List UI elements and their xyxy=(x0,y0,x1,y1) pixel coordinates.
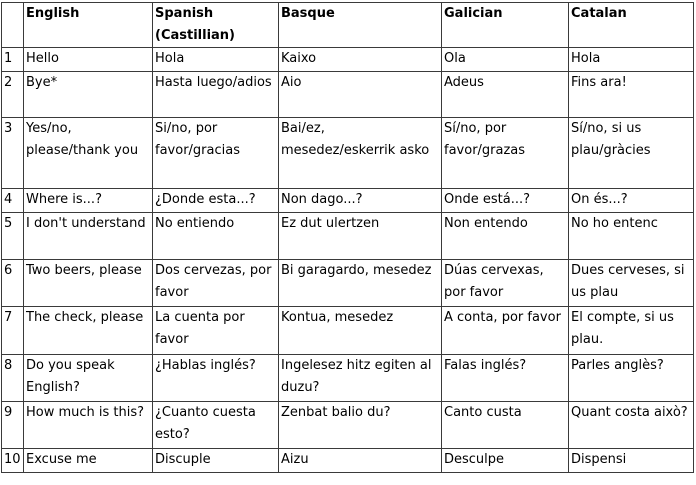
header-catalan: Catalan xyxy=(569,3,694,48)
cell-galician: Canto custa xyxy=(442,402,569,449)
header-number xyxy=(2,3,24,48)
row-number: 1 xyxy=(2,48,24,72)
cell-basque: Kontua, mesedez xyxy=(279,307,442,355)
cell-spanish: Hasta luego/adios xyxy=(153,72,279,118)
cell-english: How much is this? xyxy=(24,402,153,449)
cell-galician: Adeus xyxy=(442,72,569,118)
cell-english: Bye* xyxy=(24,72,153,118)
header-english: English xyxy=(24,3,153,48)
cell-basque: Aio xyxy=(279,72,442,118)
cell-basque: Zenbat balio du? xyxy=(279,402,442,449)
cell-basque: Aizu xyxy=(279,449,442,473)
row-number: 4 xyxy=(2,189,24,213)
cell-basque: Kaixo xyxy=(279,48,442,72)
row-number: 5 xyxy=(2,213,24,260)
cell-english: Where is...? xyxy=(24,189,153,213)
row-number: 8 xyxy=(2,355,24,402)
cell-catalan: Dues cerveses, si us plau xyxy=(569,260,694,307)
cell-english: Do you speak English? xyxy=(24,355,153,402)
cell-catalan: Dispensi xyxy=(569,449,694,473)
cell-spanish: ¿Hablas inglés? xyxy=(153,355,279,402)
cell-spanish: ¿Donde esta...? xyxy=(153,189,279,213)
cell-catalan: Parles anglès? xyxy=(569,355,694,402)
row-number: 7 xyxy=(2,307,24,355)
cell-galician: Dúas cervexas, por favor xyxy=(442,260,569,307)
cell-catalan: Quant costa això? xyxy=(569,402,694,449)
table-row xyxy=(2,307,694,355)
cell-basque: Bai/ez, mesedez/eskerrik asko xyxy=(279,118,442,189)
cell-basque: Bi garagardo, mesedez xyxy=(279,260,442,307)
cell-english: Yes/no, please/thank you xyxy=(24,118,153,189)
row-number: 9 xyxy=(2,402,24,449)
table-row xyxy=(2,72,694,118)
row-number: 10 xyxy=(2,449,24,473)
header-row xyxy=(2,3,694,48)
cell-spanish: ¿Cuanto cuesta esto? xyxy=(153,402,279,449)
cell-catalan: No ho entenc xyxy=(569,213,694,260)
table-row xyxy=(2,355,694,402)
phrase-table xyxy=(1,2,694,473)
cell-english: Excuse me xyxy=(24,449,153,473)
cell-galician: Ola xyxy=(442,48,569,72)
header-spanish: Spanish (Castillian) xyxy=(153,3,279,48)
cell-catalan: Hola xyxy=(569,48,694,72)
table-row xyxy=(2,213,694,260)
cell-galician: Onde está...? xyxy=(442,189,569,213)
table-row xyxy=(2,402,694,449)
row-number: 3 xyxy=(2,118,24,189)
cell-galician: A conta, por favor xyxy=(442,307,569,355)
cell-catalan: Sí/no, si us plau/gràcies xyxy=(569,118,694,189)
cell-basque: Ingelesez hitz egiten al duzu? xyxy=(279,355,442,402)
table-row xyxy=(2,449,694,473)
cell-english: The check, please xyxy=(24,307,153,355)
cell-galician: Falas inglés? xyxy=(442,355,569,402)
row-number: 6 xyxy=(2,260,24,307)
cell-spanish: Dos cervezas, por favor xyxy=(153,260,279,307)
cell-english: Hello xyxy=(24,48,153,72)
cell-galician: Desculpe xyxy=(442,449,569,473)
table-row xyxy=(2,48,694,72)
table-row xyxy=(2,189,694,213)
cell-basque: Non dago...? xyxy=(279,189,442,213)
cell-galician: Sí/no, por favor/grazas xyxy=(442,118,569,189)
cell-catalan: El compte, si us plau. xyxy=(569,307,694,355)
cell-spanish: Discuple xyxy=(153,449,279,473)
cell-spanish: No entiendo xyxy=(153,213,279,260)
table-row xyxy=(2,118,694,189)
cell-basque: Ez dut ulertzen xyxy=(279,213,442,260)
row-number: 2 xyxy=(2,72,24,118)
table-row xyxy=(2,260,694,307)
cell-galician: Non entendo xyxy=(442,213,569,260)
header-galician: Galician xyxy=(442,3,569,48)
header-basque: Basque xyxy=(279,3,442,48)
cell-english: Two beers, please xyxy=(24,260,153,307)
cell-english: I don't understand xyxy=(24,213,153,260)
cell-catalan: On és...? xyxy=(569,189,694,213)
cell-spanish: Hola xyxy=(153,48,279,72)
cell-catalan: Fins ara! xyxy=(569,72,694,118)
cell-spanish: La cuenta por favor xyxy=(153,307,279,355)
cell-spanish: Si/no, por favor/gracias xyxy=(153,118,279,189)
